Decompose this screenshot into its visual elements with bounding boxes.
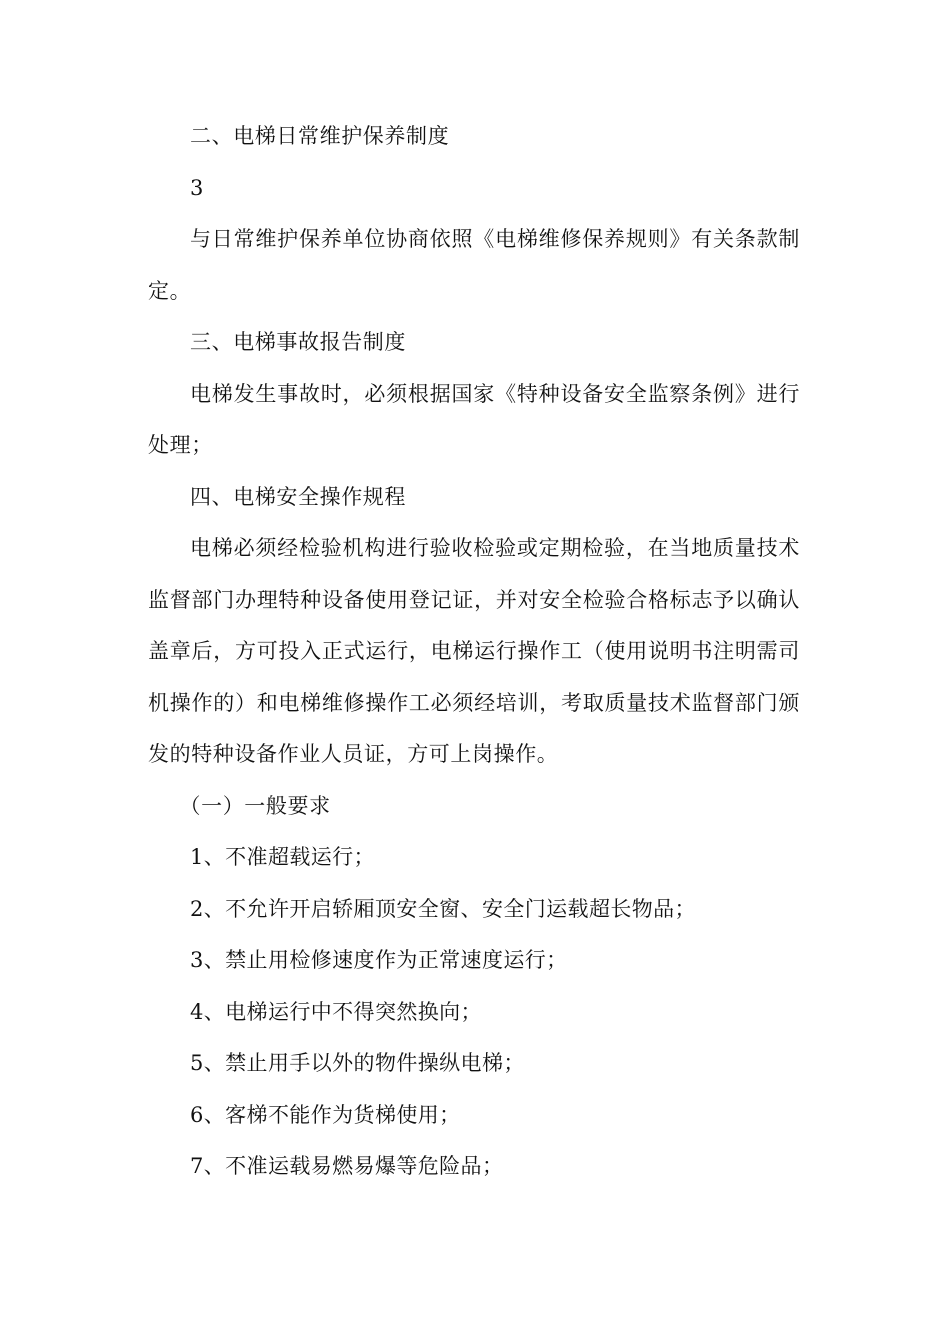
list-item: 5、禁止用手以外的物件操纵电梯； bbox=[190, 1051, 525, 1075]
list-item: 1、不准超载运行； bbox=[190, 845, 375, 869]
list-item: 4、电梯运行中不得突然换向； bbox=[190, 999, 482, 1024]
paragraph-accident-report: 电梯发生事故时，必须根据国家《特种设备安全监察条例》进行处理； bbox=[148, 381, 800, 457]
section-heading-safety-operation: 四、电梯安全操作规程 bbox=[190, 484, 406, 509]
section-heading-maintenance: 二、电梯日常维护保养制度 bbox=[190, 124, 450, 148]
list-item: 7、不准运载易燃易爆等危险品； bbox=[190, 1154, 504, 1178]
paragraph-safety-operation: 电梯必须经检验机构进行验收检验或定期检验，在当地质量技术监督部门办理特种设备使用登记证，并对安全检验合格标志予以确认盖章后，方可投入正式运行，电梯运行操作工（使用说明书注明需司机操作的）和电梯维修操作工必须经培训，考取质量技术监督部门颁发的特种设备作业人员证，方可上岗操作。 bbox=[148, 536, 800, 766]
paragraph-number: 3 bbox=[190, 175, 204, 200]
list-item: 6、客梯不能作为货梯使用； bbox=[190, 1102, 461, 1127]
paragraph-maintenance-rules: 与日常维护保养单位协商依照《电梯维修保养规则》有关条款制定。 bbox=[148, 227, 800, 303]
subsection-heading-general-requirements: （一）一般要求 bbox=[179, 793, 331, 818]
list-item: 2、不允许开启轿厢顶安全窗、安全门运载超长物品； bbox=[190, 896, 696, 921]
document-body bbox=[148, 111, 800, 1193]
list-item: 3、禁止用检修速度作为正常速度运行； bbox=[190, 948, 568, 972]
section-heading-accident-report: 三、电梯事故报告制度 bbox=[190, 330, 406, 354]
